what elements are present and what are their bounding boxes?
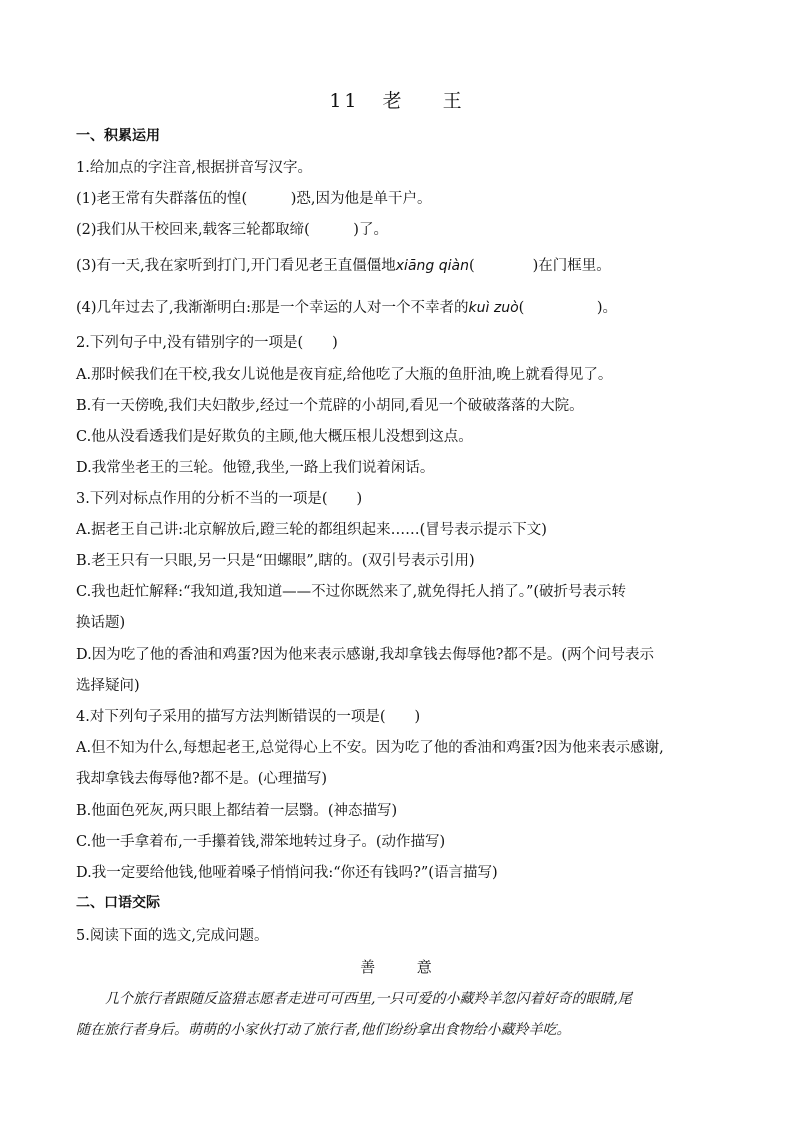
question-2-option-d: D.我常坐老王的三轮。他镫,我坐,一路上我们说着闲话。 <box>76 460 435 476</box>
section-heading-1: 一、积累运用 <box>76 128 160 144</box>
question-2-option-a: A.那时候我们在干校,我女儿说他是夜肓症,给他吃了大瓶的鱼肝油,晚上就看得见了。 <box>76 367 613 383</box>
question-4-option-d: D.我一定要给他钱,他哑着嗓子悄悄问我:“你还有钱吗?”(语言描写) <box>76 865 498 881</box>
passage-title-char-2: 意 <box>416 958 434 976</box>
question-3-option-c: C.我也赶忙解释:“我知道,我知道——不过你既然来了,就免得托人捎了。”(破折号表示转 <box>76 584 627 600</box>
item-4-text-before: (4)几年过去了,我渐渐明白:那是一个幸运的人对一个不幸者的 <box>76 300 469 316</box>
lesson-number: 11 <box>329 90 360 112</box>
passage-title <box>0 956 794 977</box>
question-1-item-1: (1)老王常有失群落伍的惶( )恐,因为他是单干户。 <box>76 191 432 207</box>
question-4-option-a: A.但不知为什么,每想起老王,总觉得心上不安。因为吃了他的香油和鸡蛋?因为他来表示感谢, <box>76 740 664 756</box>
title-char-2: 王 <box>442 90 465 112</box>
question-1-item-2: (2)我们从干校回来,载客三轮都取缔( )了。 <box>76 222 388 238</box>
item-3-text-before: (3)有一天,我在家听到打门,开门看见老王直僵僵地 <box>76 258 396 274</box>
question-2-option-c: C.他从没看透我们是好欺负的主顾,他大概压根儿没想到这点。 <box>76 429 473 445</box>
question-1-item-4 <box>76 296 617 317</box>
question-3-option-c-cont: 换话题) <box>76 615 126 631</box>
item-4-pinyin: kuì zuò <box>468 300 519 316</box>
question-4-option-b: B.他面色死灰,两只眼上都结着一层翳。(神态描写) <box>76 803 398 819</box>
question-3-option-b: B.老王只有一只眼,另一只是“田螺眼”,瞎的。(双引号表示引用) <box>76 553 475 569</box>
question-2-option-b: B.有一天傍晚,我们夫妇散步,经过一个荒辟的小胡同,看见一个破破落落的大院。 <box>76 398 584 414</box>
passage-line-1: 几个旅行者跟随反盗猎志愿者走进可可西里,一只可爱的小藏羚羊忽闪着好奇的眼睛,尾 <box>105 991 632 1007</box>
question-4-option-c: C.他一手拿着布,一手攥着钱,滞笨地转过身子。(动作描写) <box>76 834 446 850</box>
page-title <box>0 86 794 113</box>
item-4-text-after: ( )。 <box>518 300 617 316</box>
question-3-option-d-cont: 选择疑问) <box>76 678 140 694</box>
question-3-option-d: D.因为吃了他的香油和鸡蛋?因为他来表示感谢,我却拿钱去侮辱他?都不是。(两个问号表示 <box>76 647 655 663</box>
question-1-stem: 1.给加点的字注音,根据拼音写汉字。 <box>76 160 312 176</box>
question-4-option-a-cont: 我却拿钱去侮辱他?都不是。(心理描写) <box>76 771 328 787</box>
question-3-option-a: A.据老王自己讲:北京解放后,蹬三轮的都组织起来……(冒号表示提示下文) <box>76 522 547 538</box>
question-5-stem: 5.阅读下面的选文,完成问题。 <box>76 928 269 944</box>
section-heading-2: 二、口语交际 <box>76 895 160 911</box>
passage-title-char-1: 善 <box>360 958 378 976</box>
question-4-stem: 4.对下列句子采用的描写方法判断错误的一项是( ) <box>76 709 421 725</box>
question-2-stem: 2.下列句子中,没有错别字的一项是( ) <box>76 335 338 351</box>
question-1-item-3 <box>76 254 611 275</box>
question-3-stem: 3.下列对标点作用的分析不当的一项是( ) <box>76 491 363 507</box>
item-3-text-after: ( )在门框里。 <box>468 258 611 274</box>
passage-line-2: 随在旅行者身后。萌萌的小家伙打动了旅行者,他们纷纷拿出食物给小藏羚羊吃。 <box>76 1022 571 1038</box>
title-char-1: 老 <box>382 90 405 112</box>
item-3-pinyin: xiāng qiàn <box>395 258 469 274</box>
